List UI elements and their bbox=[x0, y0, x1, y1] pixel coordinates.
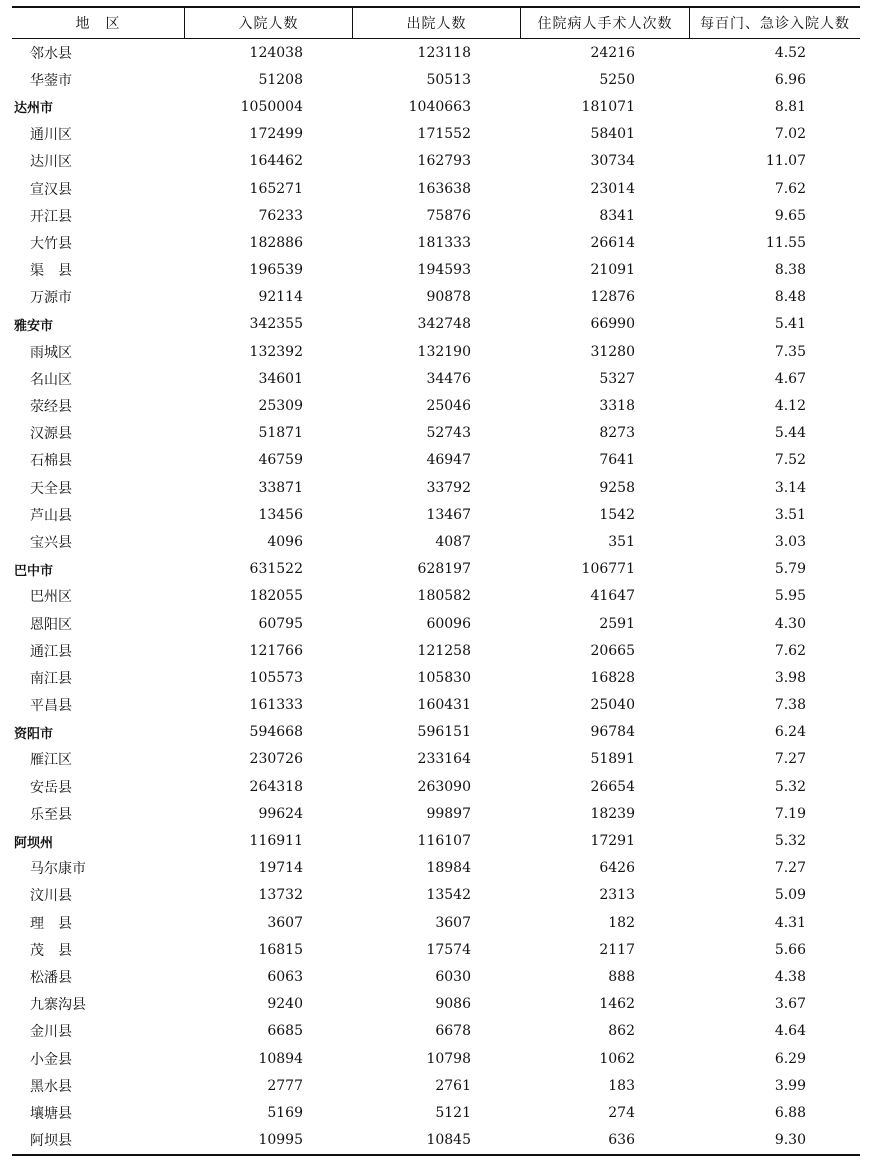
surgeries-cell: 30734 bbox=[590, 153, 635, 170]
surgeries-cell: 5327 bbox=[599, 370, 635, 387]
table-row bbox=[12, 175, 860, 202]
admission-rate-cell: 4.64 bbox=[774, 1023, 806, 1040]
discharges-cell: 180582 bbox=[417, 588, 471, 605]
discharges-cell: 60096 bbox=[426, 615, 471, 632]
discharges-cell: 233164 bbox=[417, 751, 471, 768]
admissions-cell: 34601 bbox=[258, 370, 303, 387]
admission-rate-cell: 4.30 bbox=[774, 615, 806, 632]
admissions-cell: 16815 bbox=[258, 941, 303, 958]
table-row bbox=[12, 773, 860, 800]
surgeries-cell: 20665 bbox=[590, 642, 635, 659]
surgeries-cell: 41647 bbox=[590, 588, 635, 605]
region-name: 大竹县 bbox=[30, 235, 72, 252]
admission-rate-cell: 5.09 bbox=[774, 887, 806, 904]
admission-rate-cell: 7.02 bbox=[774, 126, 806, 143]
surgeries-cell: 8341 bbox=[599, 207, 635, 224]
table-row bbox=[12, 202, 860, 229]
admissions-cell: 196539 bbox=[249, 262, 303, 279]
admissions-cell: 33871 bbox=[258, 479, 303, 496]
header-surgeries: 住院病人手术人次数 bbox=[520, 8, 689, 38]
admission-rate-cell: 7.38 bbox=[774, 697, 806, 714]
table-row bbox=[12, 664, 860, 691]
admissions-cell: 182886 bbox=[249, 234, 303, 251]
region-name: 恩阳区 bbox=[30, 616, 72, 633]
region-name: 汉源县 bbox=[30, 426, 72, 443]
surgeries-cell: 9258 bbox=[599, 479, 635, 496]
admissions-cell: 164462 bbox=[249, 153, 303, 170]
discharges-cell: 25046 bbox=[426, 398, 471, 415]
region-name: 达州市 bbox=[14, 101, 54, 117]
table-row bbox=[12, 501, 860, 528]
admissions-cell: 60795 bbox=[258, 615, 303, 632]
discharges-cell: 6678 bbox=[435, 1023, 471, 1040]
region-name: 平昌县 bbox=[30, 698, 72, 715]
surgeries-cell: 24216 bbox=[590, 44, 635, 61]
admission-rate-cell: 6.96 bbox=[774, 71, 806, 88]
table-row bbox=[12, 583, 860, 610]
region-name: 雨城区 bbox=[30, 344, 72, 361]
admission-rate-cell: 6.88 bbox=[774, 1104, 806, 1121]
admissions-cell: 99624 bbox=[258, 805, 303, 822]
table-row-city bbox=[12, 827, 860, 854]
discharges-cell: 52743 bbox=[426, 425, 471, 442]
admissions-cell: 161333 bbox=[249, 697, 303, 714]
region-name: 松潘县 bbox=[30, 969, 72, 986]
admission-rate-cell: 9.65 bbox=[774, 207, 806, 224]
region-name: 石棉县 bbox=[30, 453, 72, 470]
discharges-cell: 342748 bbox=[417, 316, 471, 333]
surgeries-cell: 2313 bbox=[599, 887, 635, 904]
region-name: 巴州区 bbox=[30, 589, 72, 606]
admissions-cell: 6063 bbox=[267, 968, 303, 985]
admission-rate-cell: 6.29 bbox=[774, 1050, 806, 1067]
admission-rate-cell: 3.03 bbox=[774, 533, 806, 550]
admission-rate-cell: 8.81 bbox=[774, 98, 806, 115]
discharges-cell: 116107 bbox=[417, 833, 471, 850]
table-row bbox=[12, 39, 860, 66]
admissions-cell: 13456 bbox=[258, 506, 303, 523]
table-row bbox=[12, 257, 860, 284]
table-row bbox=[12, 1045, 860, 1072]
admission-rate-cell: 5.32 bbox=[774, 778, 806, 795]
region-name: 金川县 bbox=[30, 1024, 72, 1041]
table-row bbox=[12, 991, 860, 1018]
surgeries-cell: 26654 bbox=[590, 778, 635, 795]
admissions-cell: 2777 bbox=[267, 1077, 303, 1094]
region-name: 天全县 bbox=[30, 480, 72, 497]
admission-rate-cell: 7.27 bbox=[774, 860, 806, 877]
discharges-cell: 596151 bbox=[417, 724, 471, 741]
surgeries-cell: 1542 bbox=[599, 506, 635, 523]
admissions-cell: 124038 bbox=[249, 44, 303, 61]
region-name: 黑水县 bbox=[30, 1078, 72, 1095]
admission-rate-cell: 9.30 bbox=[774, 1132, 806, 1149]
table-row bbox=[12, 909, 860, 936]
region-name: 渠 县 bbox=[30, 263, 72, 280]
table-row bbox=[12, 528, 860, 555]
table-row bbox=[12, 882, 860, 909]
table-row bbox=[12, 692, 860, 719]
region-name: 荥经县 bbox=[30, 399, 72, 416]
surgeries-cell: 862 bbox=[608, 1023, 635, 1040]
discharges-cell: 10798 bbox=[426, 1050, 471, 1067]
table-row-city bbox=[12, 311, 860, 338]
surgeries-cell: 636 bbox=[608, 1132, 635, 1149]
admissions-cell: 13732 bbox=[258, 887, 303, 904]
admissions-cell: 25309 bbox=[258, 398, 303, 415]
admission-rate-cell: 3.67 bbox=[774, 996, 806, 1013]
admissions-cell: 76233 bbox=[258, 207, 303, 224]
admissions-cell: 116911 bbox=[249, 833, 303, 850]
surgeries-cell: 1462 bbox=[599, 996, 635, 1013]
surgeries-cell: 5250 bbox=[599, 71, 635, 88]
admissions-cell: 132392 bbox=[249, 343, 303, 360]
admissions-cell: 631522 bbox=[249, 561, 303, 578]
table-bottom-rule bbox=[12, 1154, 860, 1156]
admissions-cell: 165271 bbox=[249, 180, 303, 197]
discharges-cell: 46947 bbox=[426, 452, 471, 469]
surgeries-cell: 51891 bbox=[590, 751, 635, 768]
discharges-cell: 628197 bbox=[417, 561, 471, 578]
discharges-cell: 105830 bbox=[417, 669, 471, 686]
table-row bbox=[12, 338, 860, 365]
discharges-cell: 163638 bbox=[417, 180, 471, 197]
admission-rate-cell: 7.19 bbox=[774, 805, 806, 822]
surgeries-cell: 17291 bbox=[590, 833, 635, 850]
discharges-cell: 90878 bbox=[426, 289, 471, 306]
surgeries-cell: 351 bbox=[608, 533, 635, 550]
admission-rate-cell: 3.99 bbox=[774, 1077, 806, 1094]
header-region: 地 区 bbox=[75, 16, 121, 32]
table-row-city bbox=[12, 556, 860, 583]
region-name: 雅安市 bbox=[14, 318, 54, 334]
surgeries-cell: 66990 bbox=[590, 316, 635, 333]
table-row bbox=[12, 800, 860, 827]
discharges-cell: 1040663 bbox=[408, 98, 471, 115]
region-name: 雁江区 bbox=[30, 752, 72, 769]
table-row bbox=[12, 1018, 860, 1045]
region-name: 马尔康市 bbox=[30, 861, 86, 878]
table-row bbox=[12, 1072, 860, 1099]
discharges-cell: 13467 bbox=[426, 506, 471, 523]
region-name: 开江县 bbox=[30, 208, 72, 225]
admission-rate-cell: 5.66 bbox=[774, 941, 806, 958]
admissions-cell: 10995 bbox=[258, 1132, 303, 1149]
region-name: 阿坝州 bbox=[14, 835, 54, 851]
admission-rate-cell: 8.48 bbox=[774, 289, 806, 306]
admissions-cell: 230726 bbox=[249, 751, 303, 768]
surgeries-cell: 12876 bbox=[590, 289, 635, 306]
region-name: 万源市 bbox=[30, 290, 72, 307]
admissions-cell: 92114 bbox=[258, 289, 303, 306]
admission-rate-cell: 4.31 bbox=[774, 914, 806, 931]
admissions-cell: 3607 bbox=[267, 914, 303, 931]
surgeries-cell: 2591 bbox=[599, 615, 635, 632]
region-name: 华蓥市 bbox=[30, 72, 72, 89]
discharges-cell: 9086 bbox=[435, 996, 471, 1013]
table-row bbox=[12, 66, 860, 93]
discharges-cell: 50513 bbox=[426, 71, 471, 88]
region-name: 资阳市 bbox=[14, 726, 54, 742]
admission-rate-cell: 4.67 bbox=[774, 370, 806, 387]
region-name: 茂 县 bbox=[30, 942, 72, 959]
region-name: 南江县 bbox=[30, 670, 72, 687]
admissions-cell: 4096 bbox=[267, 533, 303, 550]
discharges-cell: 6030 bbox=[435, 968, 471, 985]
discharges-cell: 181333 bbox=[417, 234, 471, 251]
surgeries-cell: 58401 bbox=[590, 126, 635, 143]
discharges-cell: 13542 bbox=[426, 887, 471, 904]
discharges-cell: 18984 bbox=[426, 860, 471, 877]
surgeries-cell: 26614 bbox=[590, 234, 635, 251]
surgeries-cell: 21091 bbox=[590, 262, 635, 279]
discharges-cell: 34476 bbox=[426, 370, 471, 387]
region-name: 巴中市 bbox=[14, 563, 54, 579]
table-header bbox=[12, 8, 860, 39]
admissions-cell: 19714 bbox=[258, 860, 303, 877]
surgeries-cell: 31280 bbox=[590, 343, 635, 360]
surgeries-cell: 23014 bbox=[590, 180, 635, 197]
discharges-cell: 3607 bbox=[435, 914, 471, 931]
surgeries-cell: 96784 bbox=[590, 724, 635, 741]
region-name: 名山区 bbox=[30, 371, 72, 388]
region-name: 九寨沟县 bbox=[30, 997, 86, 1014]
discharges-cell: 99897 bbox=[426, 805, 471, 822]
admission-rate-cell: 4.38 bbox=[774, 968, 806, 985]
admission-rate-cell: 7.35 bbox=[774, 343, 806, 360]
table-row bbox=[12, 420, 860, 447]
admissions-cell: 46759 bbox=[258, 452, 303, 469]
admission-rate-cell: 11.07 bbox=[765, 153, 806, 170]
region-name: 芦山县 bbox=[30, 507, 72, 524]
admissions-cell: 172499 bbox=[249, 126, 303, 143]
table-row-city bbox=[12, 93, 860, 120]
table-row bbox=[12, 365, 860, 392]
admissions-cell: 105573 bbox=[249, 669, 303, 686]
surgeries-cell: 182 bbox=[608, 914, 635, 931]
discharges-cell: 75876 bbox=[426, 207, 471, 224]
admission-rate-cell: 4.12 bbox=[774, 398, 806, 415]
admission-rate-cell: 8.38 bbox=[774, 262, 806, 279]
admissions-cell: 9240 bbox=[267, 996, 303, 1013]
surgeries-cell: 183 bbox=[608, 1077, 635, 1094]
admission-rate-cell: 4.52 bbox=[774, 44, 806, 61]
admission-rate-cell: 3.14 bbox=[774, 479, 806, 496]
region-name: 阿坝县 bbox=[30, 1133, 72, 1150]
admissions-cell: 121766 bbox=[249, 642, 303, 659]
region-name: 乐至县 bbox=[30, 806, 72, 823]
admissions-cell: 594668 bbox=[249, 724, 303, 741]
region-name: 邻水县 bbox=[30, 45, 72, 62]
surgeries-cell: 7641 bbox=[599, 452, 635, 469]
discharges-cell: 17574 bbox=[426, 941, 471, 958]
surgeries-cell: 8273 bbox=[599, 425, 635, 442]
admissions-cell: 182055 bbox=[249, 588, 303, 605]
table-row bbox=[12, 637, 860, 664]
discharges-cell: 5121 bbox=[435, 1104, 471, 1121]
table-row bbox=[12, 447, 860, 474]
table-row bbox=[12, 284, 860, 311]
admission-rate-cell: 5.41 bbox=[774, 316, 806, 333]
region-name: 通江县 bbox=[30, 643, 72, 660]
discharges-cell: 4087 bbox=[435, 533, 471, 550]
admission-rate-cell: 7.27 bbox=[774, 751, 806, 768]
discharges-cell: 2761 bbox=[435, 1077, 471, 1094]
region-name: 宣汉县 bbox=[30, 181, 72, 198]
header-discharges: 出院人数 bbox=[352, 8, 520, 38]
discharges-cell: 10845 bbox=[426, 1132, 471, 1149]
region-name: 壤塘县 bbox=[30, 1105, 72, 1122]
header-admission-rate: 每百门、急诊入院人数 bbox=[689, 8, 860, 38]
discharges-cell: 160431 bbox=[417, 697, 471, 714]
admissions-cell: 6685 bbox=[267, 1023, 303, 1040]
table-row bbox=[12, 392, 860, 419]
surgeries-cell: 16828 bbox=[590, 669, 635, 686]
table-row bbox=[12, 121, 860, 148]
surgeries-cell: 2117 bbox=[599, 941, 635, 958]
region-name: 宝兴县 bbox=[30, 534, 72, 551]
table-row-city bbox=[12, 719, 860, 746]
region-name: 汶川县 bbox=[30, 888, 72, 905]
discharges-cell: 33792 bbox=[426, 479, 471, 496]
surgeries-cell: 25040 bbox=[590, 697, 635, 714]
admissions-cell: 10894 bbox=[258, 1050, 303, 1067]
surgeries-cell: 888 bbox=[608, 968, 635, 985]
table-row bbox=[12, 855, 860, 882]
admissions-cell: 51208 bbox=[258, 71, 303, 88]
region-name: 理 县 bbox=[30, 915, 72, 932]
table-row bbox=[12, 1099, 860, 1126]
admission-rate-cell: 7.62 bbox=[774, 180, 806, 197]
admissions-cell: 5169 bbox=[267, 1104, 303, 1121]
discharges-cell: 132190 bbox=[417, 343, 471, 360]
discharges-cell: 123118 bbox=[417, 44, 471, 61]
discharges-cell: 171552 bbox=[417, 126, 471, 143]
admissions-cell: 51871 bbox=[258, 425, 303, 442]
discharges-cell: 121258 bbox=[417, 642, 471, 659]
header-admissions: 入院人数 bbox=[184, 8, 352, 38]
table-row bbox=[12, 610, 860, 637]
region-name: 安岳县 bbox=[30, 779, 72, 796]
surgeries-cell: 18239 bbox=[590, 805, 635, 822]
surgeries-cell: 181071 bbox=[581, 98, 635, 115]
discharges-cell: 162793 bbox=[417, 153, 471, 170]
table-row bbox=[12, 746, 860, 773]
surgeries-cell: 6426 bbox=[599, 860, 635, 877]
admission-rate-cell: 5.79 bbox=[774, 561, 806, 578]
admission-rate-cell: 11.55 bbox=[765, 234, 806, 251]
region-name: 达川区 bbox=[30, 154, 72, 171]
table-row bbox=[12, 474, 860, 501]
admission-rate-cell: 5.95 bbox=[774, 588, 806, 605]
admissions-cell: 264318 bbox=[249, 778, 303, 795]
surgeries-cell: 106771 bbox=[581, 561, 635, 578]
statistics-table bbox=[12, 6, 860, 1156]
surgeries-cell: 3318 bbox=[599, 398, 635, 415]
region-name: 小金县 bbox=[30, 1051, 72, 1068]
admissions-cell: 342355 bbox=[249, 316, 303, 333]
table-body bbox=[12, 39, 860, 1154]
admission-rate-cell: 3.51 bbox=[774, 506, 806, 523]
table-row bbox=[12, 229, 860, 256]
table-row bbox=[12, 936, 860, 963]
admissions-cell: 1050004 bbox=[240, 98, 303, 115]
admission-rate-cell: 5.32 bbox=[774, 833, 806, 850]
table-row bbox=[12, 148, 860, 175]
admission-rate-cell: 7.52 bbox=[774, 452, 806, 469]
admission-rate-cell: 3.98 bbox=[774, 669, 806, 686]
admission-rate-cell: 5.44 bbox=[774, 425, 806, 442]
discharges-cell: 194593 bbox=[417, 262, 471, 279]
admission-rate-cell: 7.62 bbox=[774, 642, 806, 659]
table-row bbox=[12, 963, 860, 990]
region-name: 通川区 bbox=[30, 127, 72, 144]
surgeries-cell: 1062 bbox=[599, 1050, 635, 1067]
discharges-cell: 263090 bbox=[417, 778, 471, 795]
admission-rate-cell: 6.24 bbox=[774, 724, 806, 741]
surgeries-cell: 274 bbox=[608, 1104, 635, 1121]
table-row bbox=[12, 1127, 860, 1154]
